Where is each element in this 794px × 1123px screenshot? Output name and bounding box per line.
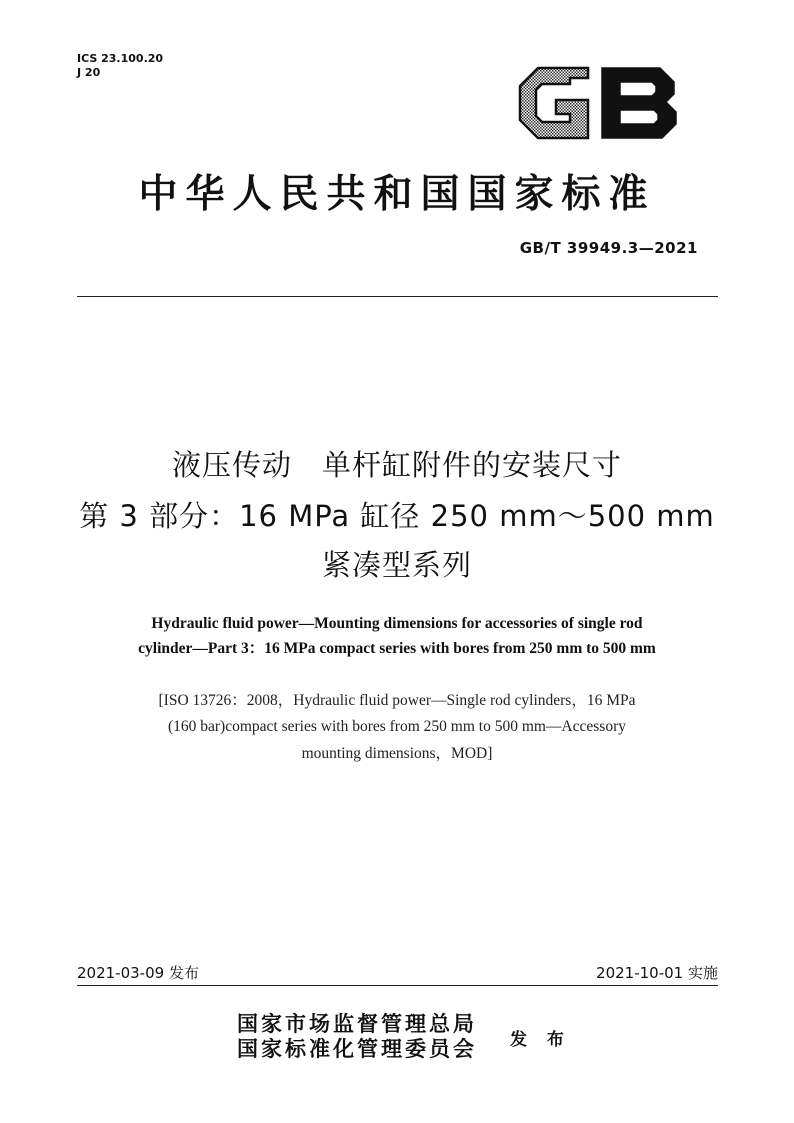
publish-label: 发 布 — [510, 1030, 571, 1050]
implementation-date: 2021-10-01 实施 — [596, 964, 718, 982]
standard-category-title: 中华人民共和国国家标准 — [138, 171, 656, 217]
top-divider — [77, 296, 718, 297]
chinese-title-line-1: 液压传动 单杆缸附件的安装尺寸 — [171, 448, 622, 482]
english-title-line-1: Hydraulic fluid power—Mounting dimensions for accessories of single rod — [151, 615, 643, 632]
issue-date: 2021-03-09 发布 — [77, 964, 199, 982]
ics-code: ICS 23.100.20 — [77, 52, 164, 65]
chinese-title-line-3: 紧凑型系列 — [321, 548, 472, 582]
ccs-code: J 20 — [77, 66, 101, 79]
bottom-divider — [77, 985, 718, 986]
english-title-line-2: cylinder—Part 3：16 MPa compact series with bores from 250 mm to 500 mm — [138, 640, 656, 657]
iso-reference-line-2: (160 bar)compact series with bores from 250 mm to 500 mm—Accessory — [167, 718, 626, 735]
standard-number: GB/T 39949.3—2021 — [519, 239, 698, 257]
issuer-samr: 国家市场监督管理总局 — [237, 1011, 477, 1036]
issuer-sac: 国家标准化管理委员会 — [237, 1036, 477, 1061]
iso-reference-line-1: [ISO 13726：2008，Hydraulic fluid power—Single rod cylinders，16 MPa — [158, 692, 636, 709]
iso-reference-line-3: mounting dimensions，MOD] — [301, 745, 493, 762]
gb-logo-icon — [510, 58, 690, 148]
chinese-title-line-2: 第 3 部分：16 MPa 缸径 250 mm～500 mm — [79, 499, 715, 533]
